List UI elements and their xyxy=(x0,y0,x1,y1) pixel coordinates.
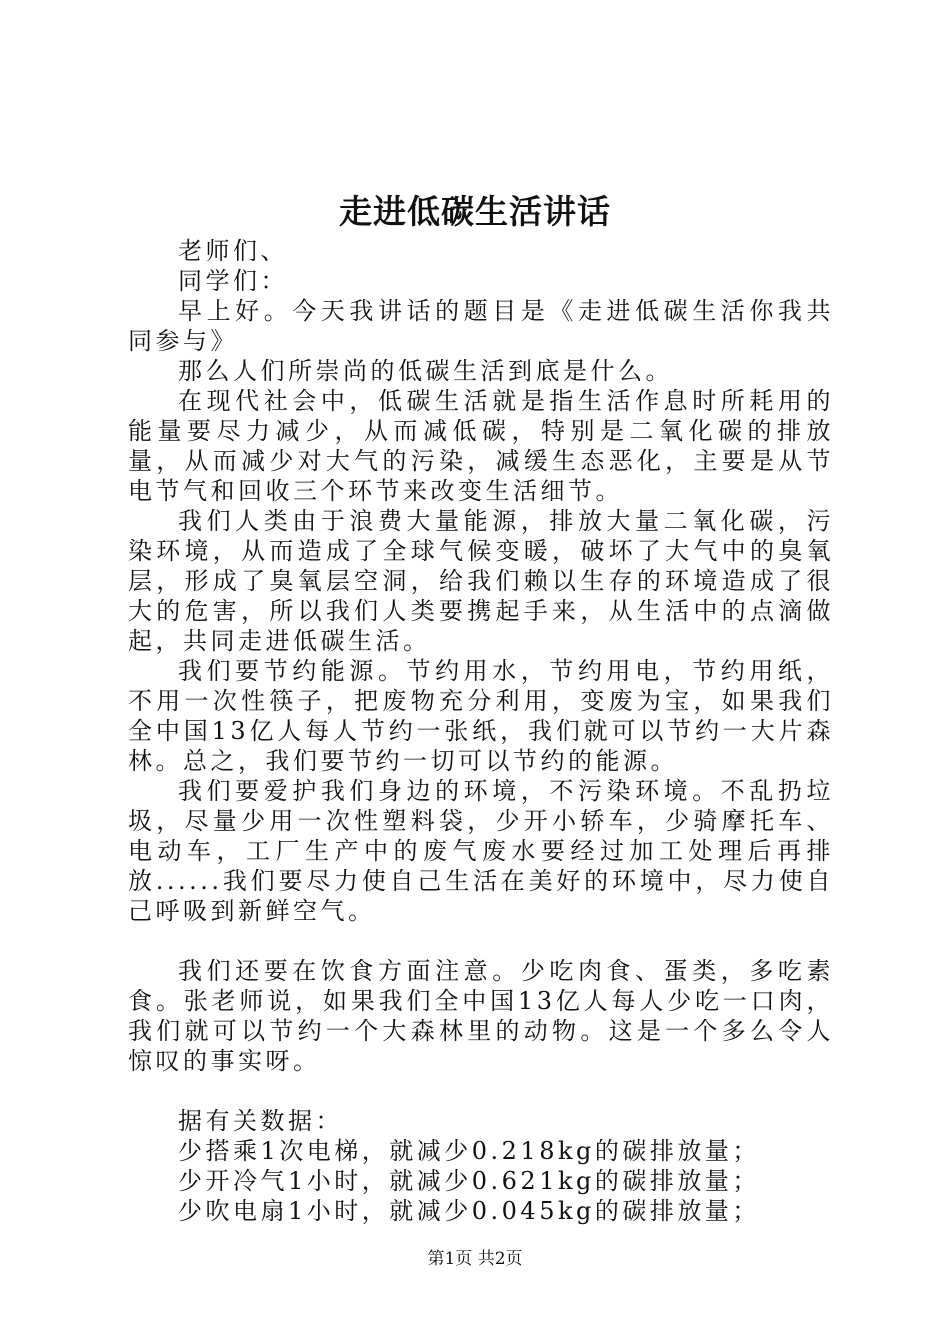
blank-line xyxy=(128,926,834,956)
data-item-elevator: 少搭乘1次电梯，就减少0.218kg的碳排放量； xyxy=(178,1137,760,1165)
page-number-footer: 第1页 共2页 xyxy=(427,1249,523,1269)
paragraph-data-intro: 据有关数据： xyxy=(178,1107,343,1135)
paragraph-diet: 我们还要在饮食方面注意。少吃肉食、蛋类，多吃素食。张老师说，如果我们全中国13亿人每人少吃一口肉，我们就可以节约一个大森林里的动物。这是一个多么令人惊叹的事实呀。 xyxy=(128,957,834,1075)
salutation-students: 同学们： xyxy=(178,267,288,295)
paragraph-save-energy: 我们要节约能源。节约用水，节约用电，节约用纸，不用一次性筷子，把废物充分利用，变废为宝，如果我们全中国13亿人每人节约一张纸，我们就可以节约一大片森林。总之，我们要节约一切可以节约的能源。 xyxy=(128,657,834,775)
paragraph-question: 那么人们所崇尚的低碳生活到底是什么。 xyxy=(178,357,673,385)
salutation-teachers: 老师们、 xyxy=(178,237,288,265)
paragraph-greeting: 早上好。今天我讲话的题目是《走进低碳生活你我共同参与》 xyxy=(128,297,834,355)
paragraph-problem: 我们人类由于浪费大量能源，排放大量二氧化碳，污染环境，从而造成了全球气候变暖，破坏了大气中的臭氧层，形成了臭氧层空洞，给我们赖以生存的环境造成了很大的危害，所以我们人类要携起手来，从生活中的点滴做起，共同走进低碳生活。 xyxy=(128,507,834,655)
data-item-fan: 少吹电扇1小时，就减少0.045kg的碳排放量； xyxy=(178,1197,760,1225)
document-body xyxy=(128,236,834,1226)
paragraph-definition: 在现代社会中，低碳生活就是指生活作息时所耗用的能量要尽力减少，从而减低碳，特别是二氧化碳的排放量，从而减少对大气的污染，减缓生态恶化，主要是从节电节气和回收三个环节来改变生活细节。 xyxy=(128,387,834,505)
data-item-air-conditioner: 少开冷气1小时，就减少0.621kg的碳排放量； xyxy=(178,1167,760,1195)
document-title: 走进低碳生活讲话 xyxy=(339,192,611,231)
blank-line xyxy=(128,1076,834,1106)
paragraph-protect-environment: 我们要爱护我们身边的环境，不污染环境。不乱扔垃圾，尽量少用一次性塑料袋，少开小轿车，少骑摩托车、电动车，工厂生产中的废气废水要经过加工处理后再排放......我们要尽力使自己生活在美好的环境中，尽力使自己呼吸到新鲜空气。 xyxy=(128,777,834,925)
